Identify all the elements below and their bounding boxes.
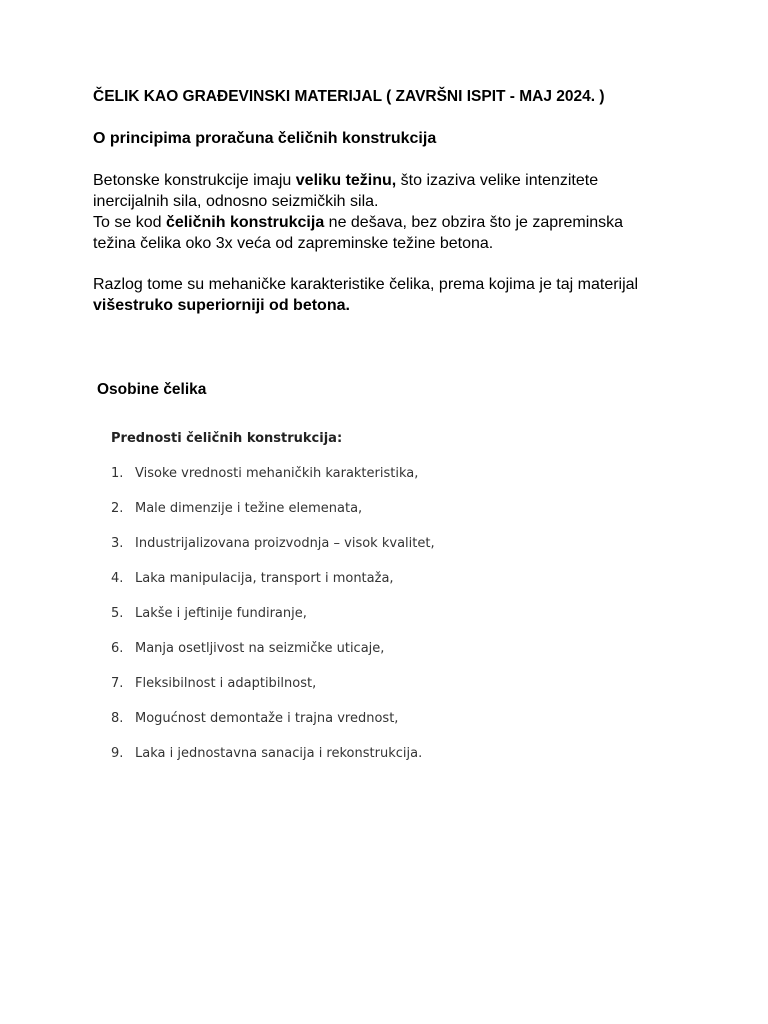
list-item-text: Fleksibilnost i adaptibilnost, — [135, 676, 317, 691]
paragraph-line — [93, 295, 693, 316]
list-item-text: Laka i jednostavna sanacija i rekonstrukcija. — [135, 746, 423, 761]
list-item — [111, 535, 435, 570]
advantages-list — [111, 465, 435, 780]
list-item-text: Industrijalizovana proizvodnja – visok kvalitet, — [135, 536, 435, 551]
paragraph-line — [93, 212, 693, 233]
advantages-title: Prednosti čeličnih konstrukcija: — [111, 431, 343, 446]
text-run: što izaziva velike intenzitete — [396, 172, 599, 189]
paragraph-line: inercijalnih sila, odnosno seizmičkih sila. — [93, 193, 379, 210]
list-item — [111, 640, 435, 675]
list-number: 9. — [111, 746, 124, 761]
list-item — [111, 500, 435, 535]
list-item-text: Mogućnost demontaže i trajna vrednost, — [135, 711, 399, 726]
list-item — [111, 465, 435, 500]
list-item — [111, 745, 435, 780]
paragraph-line: Razlog tome su mehaničke karakteristike čelika, prema kojima je taj materijal — [93, 276, 639, 293]
paragraph-mechanical-properties — [93, 274, 693, 316]
properties-heading: Osobine čelika — [97, 381, 207, 398]
list-item — [111, 570, 435, 605]
list-item — [111, 675, 435, 710]
list-number: 5. — [111, 606, 124, 621]
list-number: 6. — [111, 641, 124, 656]
text-run: ne dešava, bez obzira što je zapreminska — [324, 214, 624, 231]
text-run: Betonske konstrukcije imaju — [93, 172, 296, 189]
paragraph-concrete-weight — [93, 170, 693, 254]
list-number: 2. — [111, 501, 124, 516]
list-number: 1. — [111, 466, 124, 481]
list-number: 4. — [111, 571, 124, 586]
bold-text: višestruko superiorniji od betona. — [93, 297, 350, 314]
bold-text: čeličnih konstrukcija — [165, 214, 325, 231]
text-run: To se kod — [93, 214, 166, 231]
section-heading: O principima proračuna čeličnih konstrukcija — [93, 130, 437, 147]
list-item — [111, 605, 435, 640]
list-item — [111, 710, 435, 745]
list-number: 3. — [111, 536, 124, 551]
bold-text: veliku težinu, — [295, 172, 397, 189]
list-item-text: Manja osetljivost na seizmičke uticaje, — [135, 641, 385, 656]
list-number: 7. — [111, 676, 124, 691]
list-item-text: Male dimenzije i težine elemenata, — [135, 501, 363, 516]
list-item-text: Laka manipulacija, transport i montaža, — [135, 571, 394, 586]
document-title: ČELIK KAO GRAĐEVINSKI MATERIJAL ( ZAVRŠNI ISPIT - MAJ 2024. ) — [93, 88, 605, 105]
list-item-text: Visoke vrednosti mehaničkih karakteristika, — [135, 466, 419, 481]
list-item-text: Lakše i jeftinije fundiranje, — [135, 606, 307, 621]
list-number: 8. — [111, 711, 124, 726]
paragraph-line — [93, 170, 693, 191]
paragraph-line: težina čelika oko 3x veća od zapreminske težine betona. — [93, 235, 494, 252]
